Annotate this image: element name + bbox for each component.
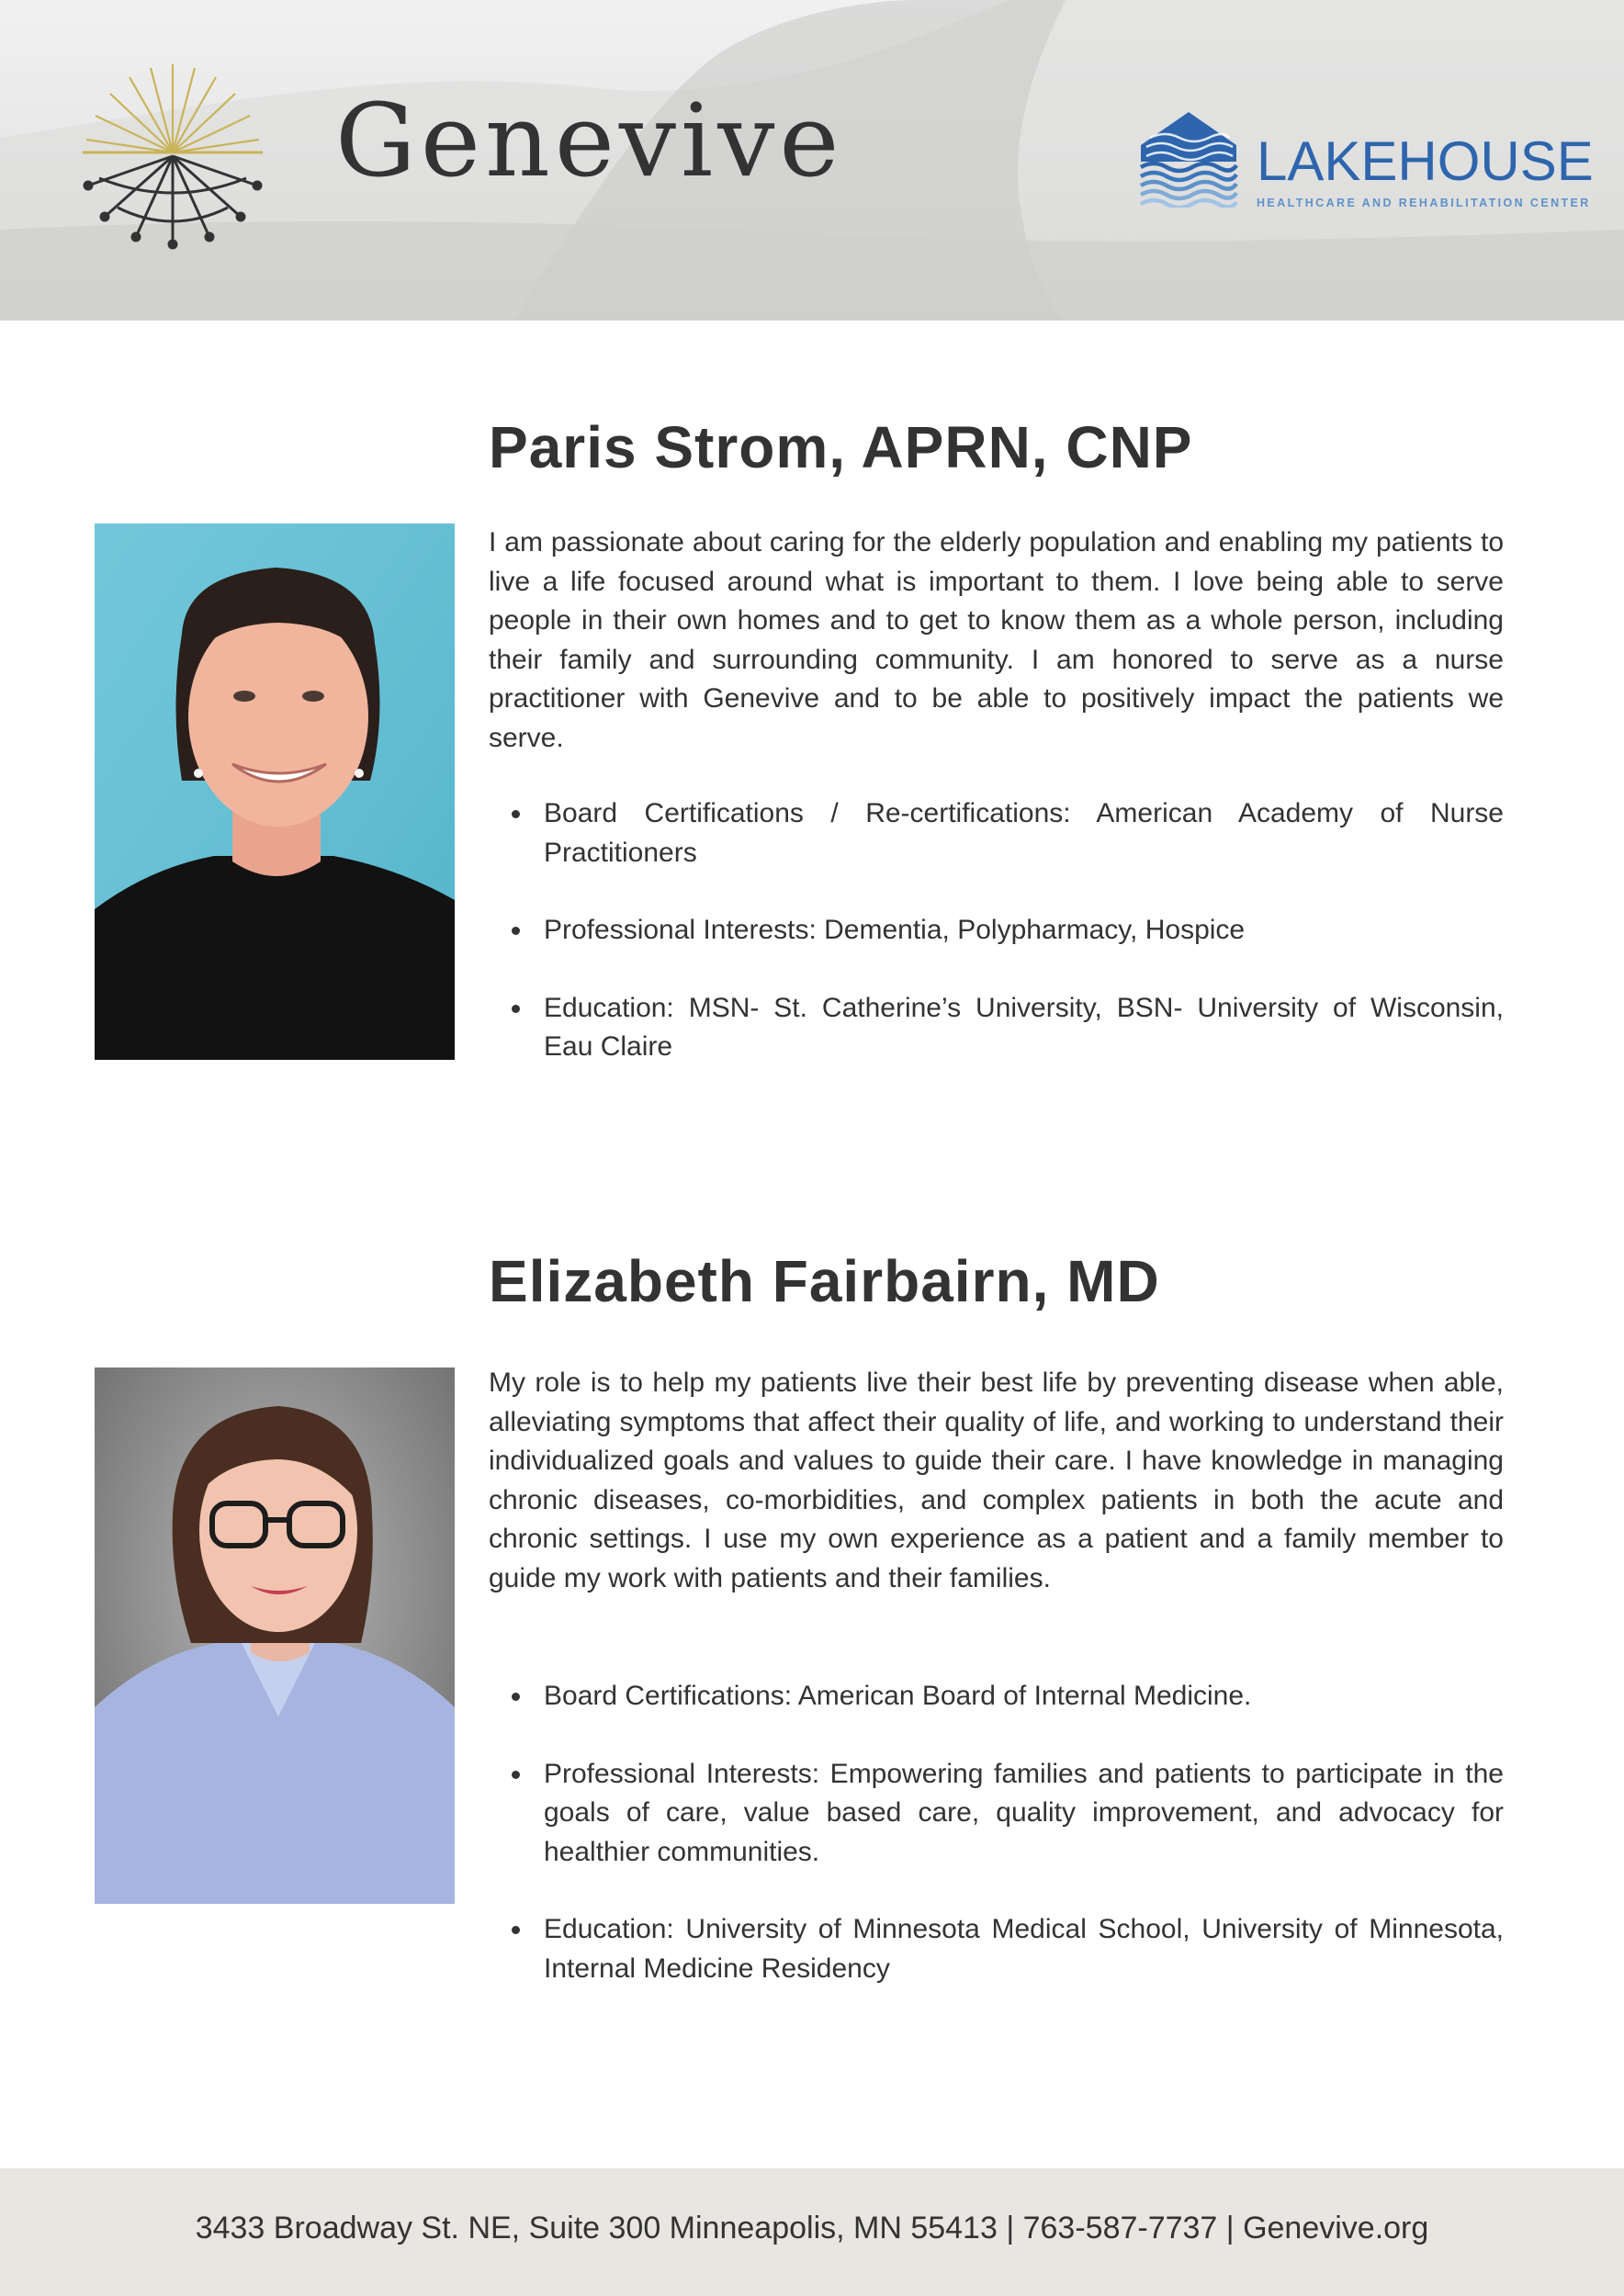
- page-header: [0, 0, 1624, 321]
- list-item: Board Certifications / Re-certifications: American Academy of Nurse Practitioners: [489, 794, 1504, 872]
- genevive-logo-text: Genevive: [335, 82, 844, 199]
- list-item: Board Certifications: American Board of Internal Medicine.: [489, 1677, 1504, 1716]
- profile-name: Elizabeth Fairbairn, MD: [489, 1248, 1160, 1314]
- list-item: Professional Interests: Empowering families and patients to participate in the goals of care, value based care, quality improvement, and advocacy for healthier communities.: [489, 1755, 1504, 1873]
- profile-photo-elizabeth-fairbairn: [95, 1367, 455, 1904]
- list-item: Education: MSN- St. Catherine’s University, BSN- University of Wisconsin, Eau Claire: [489, 989, 1504, 1067]
- profile-bio: I am passionate about caring for the elderly population and enabling my patients to live a life focused around what is important to them. I love being able to serve people in their own homes and to get to know them as a whole person, including their family and surrounding community. I am honored to serve as a nurse practitioner with Genevive and to be able to positively impact the patients we serve.: [489, 527, 1504, 753]
- profile-credentials-list: [489, 794, 1504, 1106]
- list-item: Education: University of Minnesota Medical School, University of Minnesota, Internal Medicine Residency: [489, 1910, 1504, 1988]
- lakehouse-logo-text: LAKEHOUSE: [1257, 130, 1594, 192]
- profile-credentials-list: [489, 1677, 1504, 2027]
- list-item: Professional Interests: Dementia, Polypharmacy, Hospice: [489, 911, 1504, 951]
- genevive-sunburst-logo-icon: [81, 61, 265, 253]
- lakehouse-tagline: HEALTHCARE AND REHABILITATION CENTER: [1257, 197, 1591, 209]
- profile-name: Paris Strom, APRN, CNP: [489, 414, 1193, 480]
- profile-bio: My role is to help my patients live their best life by preventing disease when able, alleviating symptoms that affect their quality of life, and working to understand their individualized goals and values to guide their care. I have knowledge in managing chronic diseases, co-morbidities, and complex patients in both the acute and chronic settings. I use my own experience as a patient and a family member to guide my work with patients and their families.: [489, 1367, 1504, 1593]
- page-footer: [0, 2168, 1624, 2296]
- lakehouse-logo-icon: [1137, 110, 1240, 208]
- profile-photo-paris-strom: [95, 523, 455, 1060]
- footer-contact-info: 3433 Broadway St. NE, Suite 300 Minneapolis, MN 55413 | 763-587-7737 | Genevive.org: [195, 2211, 1429, 2245]
